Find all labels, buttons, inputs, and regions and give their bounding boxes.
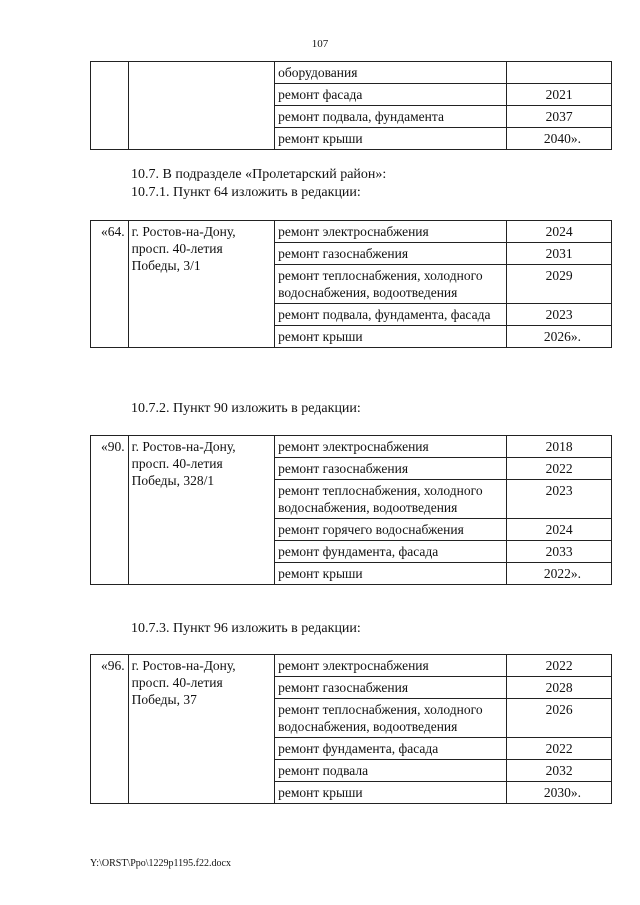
work-cell: ремонт крыши	[275, 563, 507, 585]
year-cell: 2022	[507, 655, 612, 677]
table-item-96	[90, 654, 612, 804]
work-cell: ремонт крыши	[275, 128, 507, 150]
work-cell: ремонт подвала, фундамента	[275, 106, 507, 128]
year-cell: 2032	[507, 760, 612, 782]
work-cell: ремонт крыши	[275, 782, 507, 804]
work-cell: ремонт фундамента, фасада	[275, 738, 507, 760]
work-cell: ремонт фасада	[275, 84, 507, 106]
item-96-intro: 10.7.3. Пункт 96 изложить в редакции:	[131, 621, 361, 636]
year-cell: 2030».	[507, 782, 612, 804]
number-cell: «90.	[91, 436, 129, 585]
number-cell: «64.	[91, 221, 129, 348]
year-cell: 2040».	[507, 128, 612, 150]
year-cell: 2023	[507, 304, 612, 326]
table-item-64	[90, 220, 612, 348]
year-cell: 2024	[507, 519, 612, 541]
year-cell: 2028	[507, 677, 612, 699]
work-cell: ремонт горячего водоснабжения	[275, 519, 507, 541]
work-cell: ремонт подвала, фундамента, фасада	[275, 304, 507, 326]
work-cell: ремонт теплоснабжения, холодного водоснабжения, водоотведения	[275, 480, 507, 519]
work-cell: ремонт крыши	[275, 326, 507, 348]
item-64-intro: 10.7.1. Пункт 64 изложить в редакции:	[131, 185, 361, 200]
work-cell: ремонт газоснабжения	[275, 243, 507, 265]
item-90-intro: 10.7.2. Пункт 90 изложить в редакции:	[131, 401, 361, 416]
page-number: 107	[311, 38, 329, 50]
year-cell: 2026	[507, 699, 612, 738]
year-cell: 2022	[507, 458, 612, 480]
table-row	[91, 655, 612, 677]
work-cell: ремонт электроснабжения	[275, 221, 507, 243]
table-row	[91, 62, 612, 84]
work-cell: ремонт электроснабжения	[275, 436, 507, 458]
year-cell: 2022».	[507, 563, 612, 585]
year-cell: 2031	[507, 243, 612, 265]
year-cell: 2037	[507, 106, 612, 128]
address-cell: г. Ростов-на-Дону, просп. 40-летия Победы, 37	[128, 655, 274, 804]
year-cell: 2033	[507, 541, 612, 563]
year-cell: 2018	[507, 436, 612, 458]
table-row	[91, 221, 612, 243]
year-cell: 2022	[507, 738, 612, 760]
year-cell	[507, 62, 612, 84]
year-cell: 2029	[507, 265, 612, 304]
year-cell: 2024	[507, 221, 612, 243]
work-cell: ремонт электроснабжения	[275, 655, 507, 677]
number-cell: «96.	[91, 655, 129, 804]
table-row	[91, 436, 612, 458]
address-cell: г. Ростов-на-Дону, просп. 40-летия Победы, 3/1	[128, 221, 274, 348]
work-cell: оборудования	[275, 62, 507, 84]
work-cell: ремонт подвала	[275, 760, 507, 782]
work-cell: ремонт теплоснабжения, холодного водоснабжения, водоотведения	[275, 699, 507, 738]
year-cell: 2026».	[507, 326, 612, 348]
number-cell	[91, 62, 129, 150]
year-cell: 2021	[507, 84, 612, 106]
work-cell: ремонт газоснабжения	[275, 458, 507, 480]
work-cell: ремонт газоснабжения	[275, 677, 507, 699]
address-cell: г. Ростов-на-Дону, просп. 40-летия Победы, 328/1	[128, 436, 274, 585]
address-cell	[128, 62, 274, 150]
year-cell: 2023	[507, 480, 612, 519]
work-cell: ремонт теплоснабжения, холодного водоснабжения, водоотведения	[275, 265, 507, 304]
table-continued	[90, 61, 612, 150]
footer-file-path: Y:\ORST\Ppo\1229p1195.f22.docx	[90, 858, 231, 869]
table-item-90	[90, 435, 612, 585]
section-heading: 10.7. В подразделе «Пролетарский район»:	[131, 167, 387, 182]
work-cell: ремонт фундамента, фасада	[275, 541, 507, 563]
